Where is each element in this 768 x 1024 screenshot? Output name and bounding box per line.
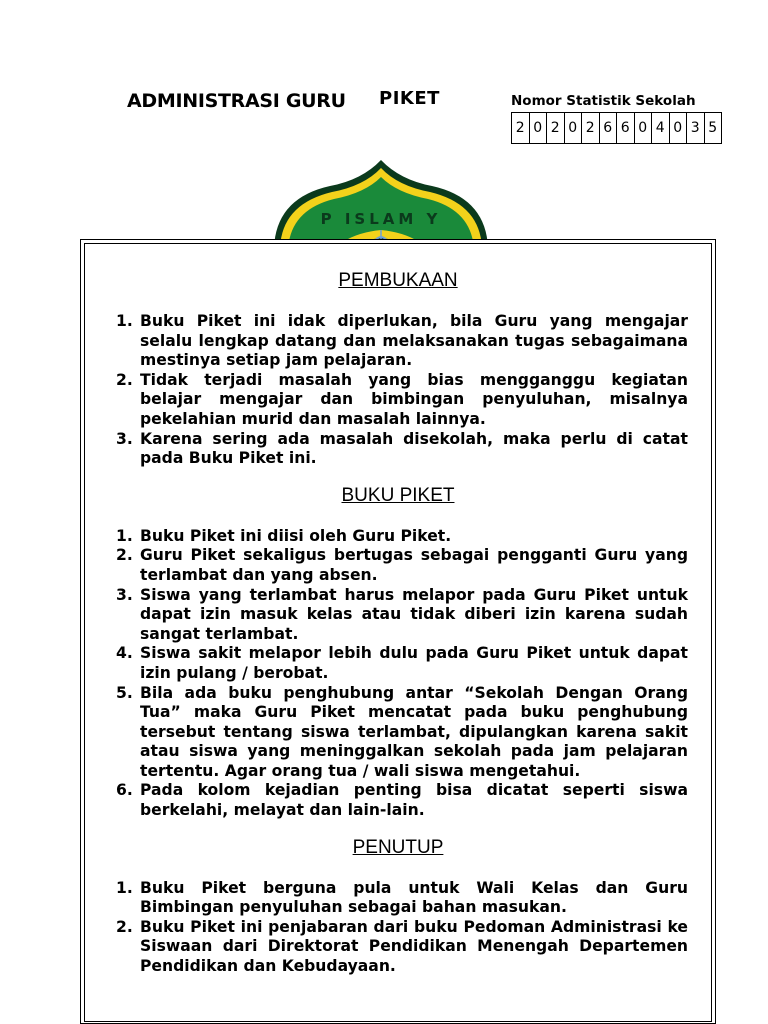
list-item-text: Pada kolom kejadian penting bisa dicatat seperti siswa berkelahi, melayat dan lain-lain. bbox=[140, 781, 688, 820]
section-penutup bbox=[108, 837, 688, 977]
section-title: BUKU PIKET bbox=[341, 484, 455, 506]
list-item bbox=[108, 371, 688, 430]
list-item bbox=[108, 781, 688, 820]
list-number: 1. bbox=[116, 526, 133, 545]
list-number: 4. bbox=[116, 644, 133, 663]
list-item bbox=[108, 546, 688, 585]
emblem-text: P ISLAM Y bbox=[320, 210, 442, 228]
section-title: PEMBUKAAN bbox=[338, 270, 458, 291]
list-item-text: Karena sering ada masalah disekolah, maka perlu di catat pada Buku Piket ini. bbox=[140, 429, 688, 468]
document-title: ADMINISTRASI GURU bbox=[127, 90, 346, 112]
nss-label: Nomor Statistik Sekolah bbox=[511, 93, 696, 109]
document-content bbox=[108, 268, 688, 977]
nss-digit: 0 bbox=[670, 112, 688, 144]
section-buku-piket bbox=[108, 485, 688, 821]
nss-digit: 5 bbox=[705, 112, 723, 144]
list-item bbox=[108, 527, 688, 547]
document-title-piket: PIKET bbox=[379, 88, 440, 109]
list-item bbox=[108, 879, 688, 918]
list-item bbox=[108, 312, 688, 371]
section-title: PENUTUP bbox=[352, 836, 444, 858]
list-number: 1. bbox=[116, 878, 133, 897]
list-item-text: Guru Piket sekaligus bertugas sebagai pengganti Guru yang terlambat dan yang absen. bbox=[140, 546, 688, 584]
nss-digit: 2 bbox=[582, 112, 600, 144]
nss-number-boxes bbox=[511, 112, 722, 144]
list-item bbox=[108, 644, 688, 683]
list-item-text: Tidak terjadi masalah yang bias mengganggu kegiatan belajar mengajar dan bimbingan penyuluhan, misalnya pekelahian murid dan masalah lainnya. bbox=[140, 370, 688, 428]
list-item-text: Siswa sakit melapor lebih dulu pada Guru Piket untuk dapat izin pulang / berobat. bbox=[140, 644, 688, 682]
nss-digit: 0 bbox=[565, 112, 583, 144]
list-number: 2. bbox=[116, 370, 133, 389]
nss-digit: 4 bbox=[652, 112, 670, 144]
list-number: 3. bbox=[116, 585, 133, 604]
list-item-text: Bila ada buku penghubung antar “Sekolah Dengan Orang Tua” maka Guru Piket mencatat pada buku penghubung tersebut tentang siswa terlambat, dipulangkan karena sakit atau siswa yang meninggalkan sekolah pada jam pelajaran tertentu. Agar orang tua / wali siswa mengetahui. bbox=[140, 683, 688, 780]
nss-digit: 6 bbox=[617, 112, 635, 144]
school-emblem-icon bbox=[270, 158, 492, 242]
nss-digit: 2 bbox=[547, 112, 565, 144]
list-item-text: Buku Piket ini penjabaran dari buku Pedoman Administrasi ke Siswaan dari Direktorat Pendidikan Menengah Departemen Pendidikan dan Kebudayaan. bbox=[140, 917, 688, 976]
nss-digit: 0 bbox=[635, 112, 653, 144]
section-pembukaan bbox=[108, 270, 688, 469]
list-item-text: Buku Piket ini diisi oleh Guru Piket. bbox=[140, 526, 452, 545]
list-item-text: Buku Piket berguna pula untuk Wali Kelas dan Guru Bimbingan penyuluhan sebagai bahan masukan. bbox=[140, 878, 688, 917]
list-number: 6. bbox=[116, 781, 133, 800]
nss-digit: 2 bbox=[512, 112, 530, 144]
section-list bbox=[108, 527, 688, 821]
list-item-text: Buku Piket ini idak diperlukan, bila Guru yang mengajar selalu lengkap datang dan melaksanakan tugas sebagaimana mestinya setiap jam pelajaran. bbox=[140, 312, 688, 370]
nss-digit: 0 bbox=[530, 112, 548, 144]
list-number: 2. bbox=[116, 546, 133, 565]
section-list bbox=[108, 879, 688, 977]
list-number: 3. bbox=[116, 429, 133, 448]
nss-digit: 3 bbox=[687, 112, 705, 144]
list-item bbox=[108, 918, 688, 977]
list-number: 5. bbox=[116, 683, 133, 702]
list-number: 1. bbox=[116, 312, 133, 330]
nss-digit: 6 bbox=[600, 112, 618, 144]
list-item bbox=[108, 684, 688, 782]
section-list bbox=[108, 312, 688, 469]
list-number: 2. bbox=[116, 917, 133, 936]
list-item-text: Siswa yang terlambat harus melapor pada Guru Piket untuk dapat izin masuk kelas atau tidak diberi izin karena sudah sangat terlambat. bbox=[140, 585, 688, 643]
list-item bbox=[108, 586, 688, 645]
list-item bbox=[108, 430, 688, 469]
